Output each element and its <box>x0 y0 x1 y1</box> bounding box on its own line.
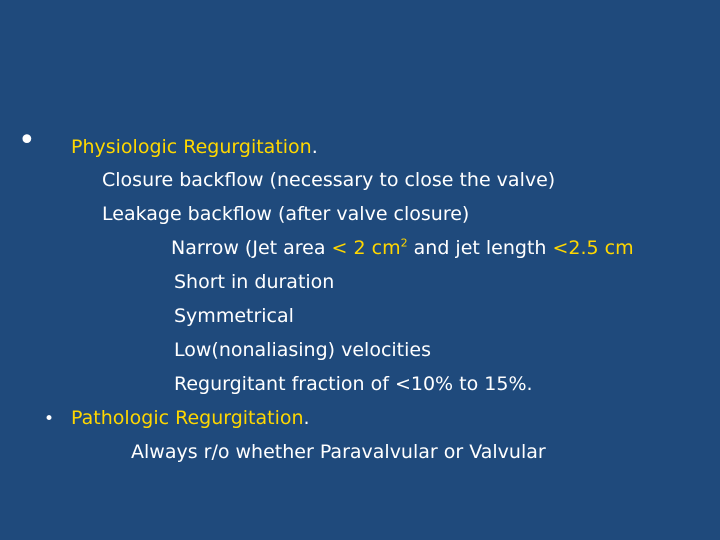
narrow-part2: < 2 cm <box>331 237 401 259</box>
short-duration-line: Short in duration <box>174 271 335 293</box>
bullet-marker-2: • <box>44 409 55 429</box>
physiologic-heading-text: Physiologic Regurgitation <box>71 136 312 158</box>
pathologic-heading <box>71 406 310 430</box>
narrow-jet-line <box>171 236 634 260</box>
always-ro-line: Always r/o whether Paravalvular or Valvular <box>131 441 546 463</box>
leakage-backflow-line: Leakage backflow (after valve closure) <box>102 203 470 225</box>
narrow-part3: and jet length <box>407 237 553 259</box>
narrow-superscript: 2 <box>400 236 408 250</box>
bullet-marker-1: • <box>18 123 36 158</box>
regurgitant-fraction-line: Regurgitant fraction of <10% to 15%. <box>174 373 533 395</box>
pathologic-heading-dot: . <box>303 407 310 429</box>
symmetrical-line: Symmetrical <box>174 305 294 327</box>
low-velocities-line: Low(nonaliasing) velocities <box>174 339 431 361</box>
narrow-part1: Narrow (Jet area <box>171 237 332 259</box>
pathologic-heading-text: Pathologic Regurgitation <box>71 407 304 429</box>
physiologic-heading-dot: . <box>311 136 318 158</box>
closure-backflow-line: Closure backflow (necessary to close the valve) <box>102 169 556 191</box>
physiologic-heading <box>71 135 318 159</box>
narrow-part4: <2.5 cm <box>552 237 634 259</box>
